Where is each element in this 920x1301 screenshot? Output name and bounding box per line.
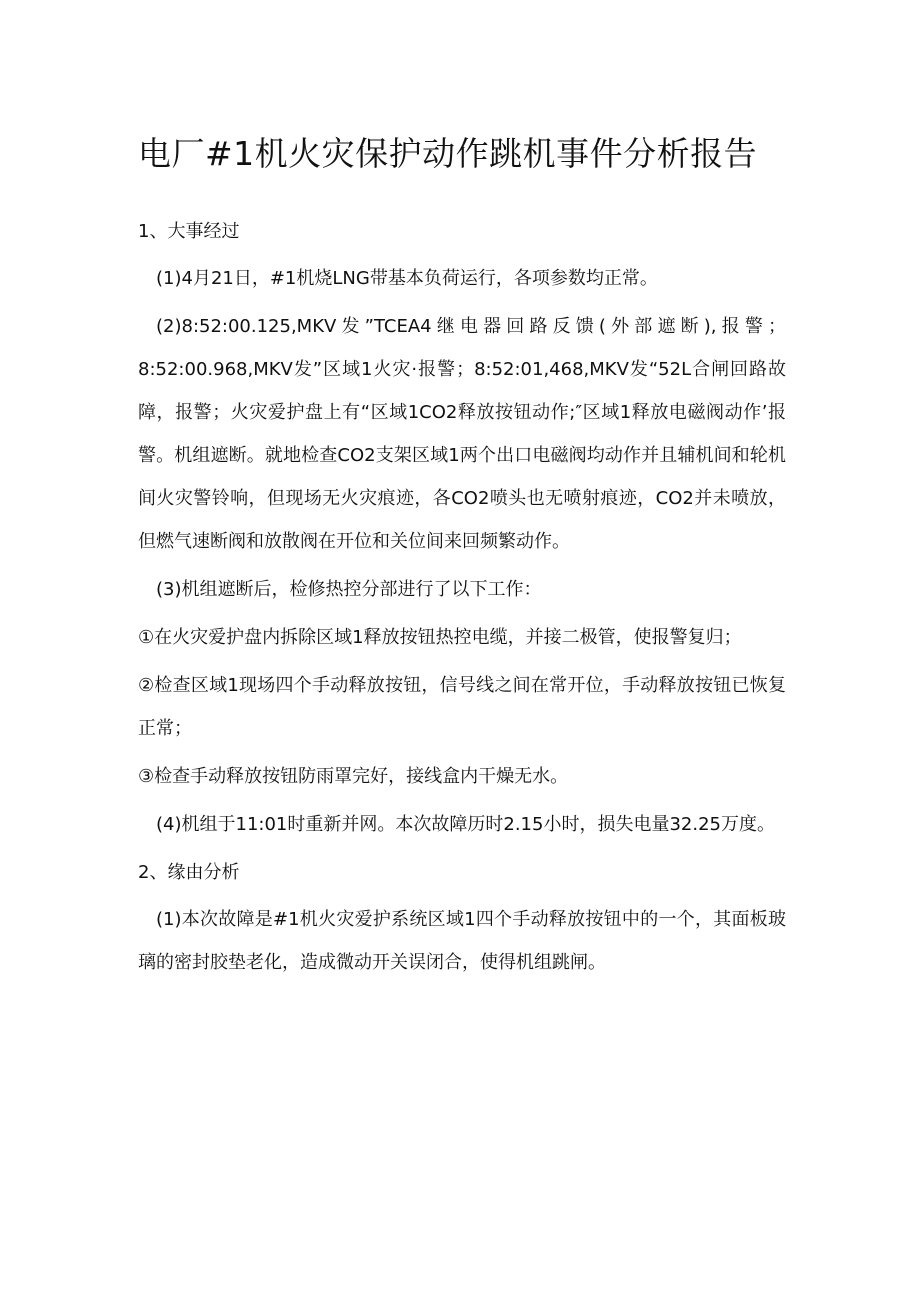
section-heading-cause: 2、缘由分析 xyxy=(138,862,240,883)
paragraph-1-3: (3)机组遮断后，检修热控分部进行了以下工作： xyxy=(156,579,542,600)
document-title: 电厂#1机火灾保护动作跳机事件分析报告 xyxy=(138,134,758,173)
section-heading-events: 1、大事经过 xyxy=(138,221,240,242)
paragraph-1-3-item-1: ①在火灾爱护盘内拆除区域1释放按钮热控电缆，并接二极管，使报警复归； xyxy=(138,627,742,648)
paragraph-1-1: (1)4月21日，#1机烧LNG带基本负荷运行，各项参数均正常。 xyxy=(156,268,658,289)
paragraph-1-4: (4)机组于11:01时重新并网。本次故障历时2.15小时，损失电量32.25万度。 xyxy=(156,814,775,835)
paragraph-2-1: (1)本次故障是#1机火灾爱护系统区域1四个手动释放按钮中的一个，其面板玻璃的密封胶垫老化，造成微动开关误闭合，使得机组跳闸。 xyxy=(138,909,786,973)
paragraph-1-3-item-2: ②检查区域1现场四个手动释放按钮，信号线之间在常开位，手动释放按钮已恢复正常； xyxy=(138,675,786,739)
paragraph-1-2: (2)8:52:00.125,MKV发”TCEA4继电器回路反馈(外部遮断),报警；8:52:00.968,MKV发”区域1火灾·报警；8:52:01,468,MKV发“52L合闸回路故障，报警；火灾爱护盘上有“区域1CO2释放按钮动作;″区域1释放电磁阀动作’报警。机组遮断。就地检查CO2支架区域1两个出口电磁阀均动作并且辅机间和轮机间火灾警铃响，但现场无火灾痕迹，各CO2喷头也无喷射痕迹，CO2并未喷放，但燃气速断阀和放散阀在开位和关位间来回频繁动作。 xyxy=(138,316,786,552)
paragraph-1-3-item-3: ③检查手动释放按钮防雨罩完好，接线盒内干燥无水。 xyxy=(138,766,569,787)
document-body xyxy=(138,210,786,989)
